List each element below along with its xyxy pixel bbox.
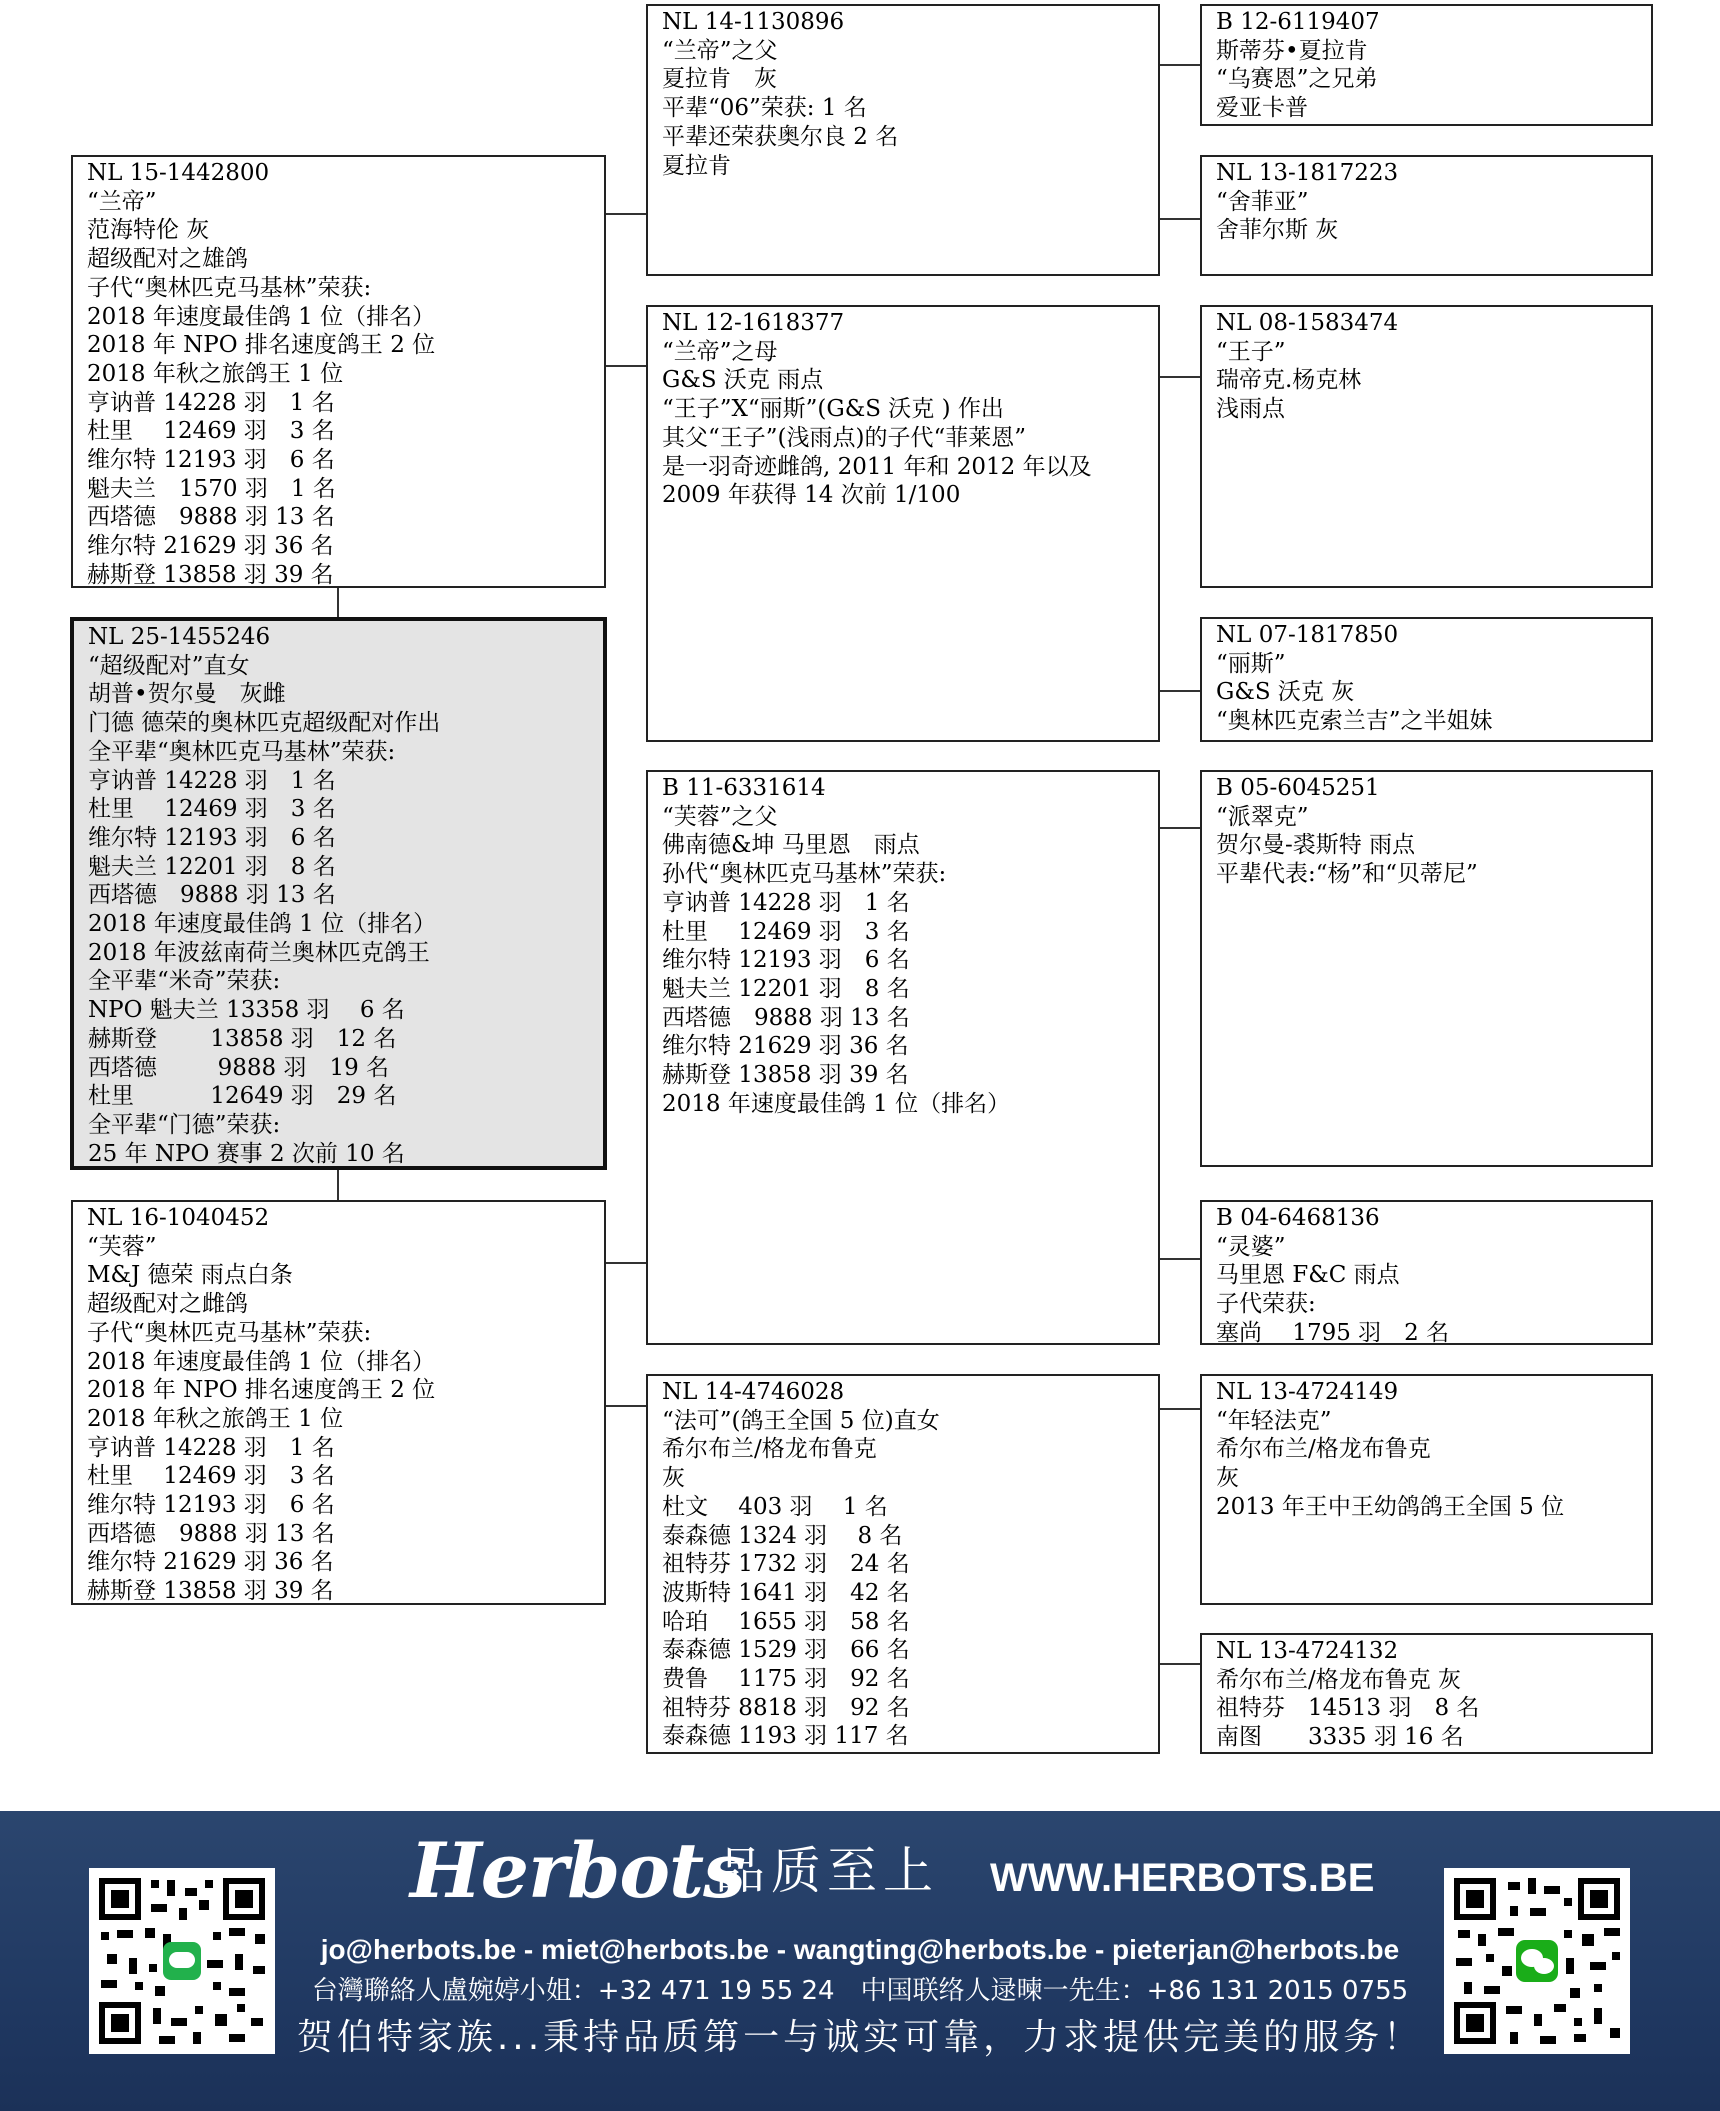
ring-number: NL 14-4746028 bbox=[662, 1379, 845, 1405]
pedigree-line: 2018 年 NPO 排名速度鸽王 2 位 bbox=[87, 332, 436, 359]
pedigree-line: 维尔特 21629 羽 36 名 bbox=[87, 533, 334, 560]
pedigree-line: 平辈代表:“杨”和“贝蒂尼” bbox=[1216, 861, 1478, 888]
pedigree-line: 2018 年速度最佳鸽 1 位（排名） bbox=[662, 1090, 1011, 1117]
pedigree-line: 灰 bbox=[1216, 1465, 1239, 1492]
pedigree-line: “芙蓉” bbox=[87, 1233, 157, 1260]
connector-sd-g3 bbox=[1159, 376, 1201, 378]
pedigree-line: 2018 年秋之旅鸽王 1 位 bbox=[87, 1405, 344, 1432]
pedigree-line: “兰帝” bbox=[87, 188, 157, 215]
pedigree-line: 子代荣获: bbox=[1216, 1291, 1316, 1318]
pedigree-line: G&S 沃克 雨点 bbox=[662, 367, 824, 394]
gp-card-2 bbox=[1200, 155, 1653, 276]
pedigree-line: 2013 年王中王幼鸽鸽王全国 5 位 bbox=[1216, 1493, 1565, 1520]
pedigree-line: “法可”(鸽王全国 5 位)直女 bbox=[662, 1407, 940, 1434]
pedigree-line: 爱亚卡普 bbox=[1216, 95, 1308, 122]
ring-number: NL 15-1442800 bbox=[87, 160, 270, 186]
pedigree-line: 西塔德 9888 羽 13 名 bbox=[662, 1004, 910, 1031]
pedigree-line: “丽斯” bbox=[1216, 650, 1286, 677]
pedigree-line: 费鲁 1175 羽 92 名 bbox=[662, 1666, 910, 1693]
pedigree-line: 塞尚 1795 羽 2 名 bbox=[1216, 1319, 1450, 1345]
ring-number: NL 07-1817850 bbox=[1216, 622, 1399, 648]
pedigree-line: 亨讷普 14228 羽 1 名 bbox=[662, 889, 910, 916]
connector-dd-g7 bbox=[1159, 1408, 1201, 1410]
gp-card-5 bbox=[1200, 770, 1653, 1167]
connector-ss-g2 bbox=[1159, 218, 1201, 220]
pedigree-line: “派翠克” bbox=[1216, 803, 1309, 830]
dam-dam-card bbox=[646, 1374, 1160, 1754]
sire-sire-card bbox=[646, 4, 1160, 276]
pedigree-line: 赫斯登 13858 羽 39 名 bbox=[662, 1062, 909, 1089]
pedigree-line: 佛南德&坤 马里恩 雨点 bbox=[662, 832, 920, 859]
pedigree-line: 维尔特 12193 羽 6 名 bbox=[662, 947, 910, 974]
pedigree-line: 南图 3335 羽 16 名 bbox=[1216, 1724, 1464, 1751]
pedigree-line: “超级配对”直女 bbox=[88, 652, 250, 679]
pedigree-line: 维尔特 12193 羽 6 名 bbox=[88, 824, 336, 851]
contact-info: 台灣聯絡人盧婉婷小姐：+32 471 19 55 24 中国联络人逯暕一先生：+86 131 2015 0755 bbox=[311, 1976, 1409, 2006]
motto-text: 贺伯特家族...秉持品质第一与诚实可靠，力求提供完美的服务！ bbox=[296, 2017, 1424, 2058]
pedigree-line: 哈珀 1655 羽 58 名 bbox=[662, 1608, 910, 1635]
pedigree-line: 灰 bbox=[662, 1465, 685, 1492]
pedigree-line: 魁夫兰 12201 羽 8 名 bbox=[662, 975, 910, 1002]
ring-number: B 12-6119407 bbox=[1216, 9, 1380, 35]
pedigree-line: 2018 年速度最佳鸽 1 位（排名） bbox=[87, 1348, 436, 1375]
qr-graphic-right bbox=[1444, 1868, 1630, 2054]
wechat-qr-code[interactable] bbox=[1444, 1868, 1630, 2054]
dam-card bbox=[71, 1200, 606, 1605]
pedigree-line: 赫斯登 13858 羽 39 名 bbox=[87, 561, 334, 588]
subject-card bbox=[70, 617, 607, 1170]
pedigree-line: 瑞帝克.杨克林 bbox=[1216, 367, 1362, 394]
pedigree-line: 贺尔曼-裘斯特 雨点 bbox=[1216, 832, 1416, 859]
gp-card-1 bbox=[1200, 4, 1653, 126]
pedigree-line: 杜里 12469 羽 3 名 bbox=[87, 1463, 335, 1490]
pedigree-line: 斯蒂芬•夏拉肯 bbox=[1216, 37, 1368, 64]
pedigree-line: 亨讷普 14228 羽 1 名 bbox=[87, 389, 335, 416]
gp-card-7 bbox=[1200, 1374, 1653, 1605]
pedigree-line: 亨讷普 14228 羽 1 名 bbox=[87, 1434, 335, 1461]
pedigree-line: 夏拉肯 灰 bbox=[662, 66, 777, 93]
pedigree-line: 是一羽奇迹雌鸽, 2011 年和 2012 年以及 bbox=[662, 453, 1092, 480]
ring-number: NL 14-1130896 bbox=[662, 9, 845, 35]
pedigree-line: “王子”X“丽斯”(G&S 沃克 ) 作出 bbox=[662, 396, 1004, 423]
pedigree-line: G&S 沃克 灰 bbox=[1216, 679, 1355, 706]
connector-subject-sire bbox=[337, 587, 339, 619]
pedigree-line: 西塔德 9888 羽 13 名 bbox=[87, 504, 335, 531]
pedigree-line: 祖特芬 14513 羽 8 名 bbox=[1216, 1695, 1480, 1722]
ring-number: NL 25-1455246 bbox=[88, 624, 271, 650]
pedigree-line: 泰森德 1529 羽 66 名 bbox=[662, 1637, 910, 1664]
pedigree-line: 2018 年速度最佳鸽 1 位（排名） bbox=[87, 303, 436, 330]
pedigree-line: 维尔特 21629 羽 36 名 bbox=[87, 1549, 334, 1576]
pedigree-line: “年轻法克” bbox=[1216, 1407, 1332, 1434]
pedigree-line: “王子” bbox=[1216, 338, 1286, 365]
ring-number: NL 13-4724149 bbox=[1216, 1379, 1399, 1405]
pedigree-line: 杜里 12469 羽 3 名 bbox=[662, 918, 910, 945]
connector-subject-dam bbox=[337, 1169, 339, 1201]
connector-sire-ss bbox=[605, 213, 647, 215]
pedigree-line: 杜里 12469 羽 3 名 bbox=[88, 796, 336, 823]
ring-number: NL 13-1817223 bbox=[1216, 160, 1399, 186]
pedigree-line: 全平辈“门德”荣获: bbox=[88, 1111, 281, 1138]
pedigree-line: 杜里 12469 羽 3 名 bbox=[87, 418, 335, 445]
pedigree-line: 孙代“奥林匹克马基林”荣获: bbox=[662, 861, 947, 888]
connector-sire-sd bbox=[605, 365, 647, 367]
pedigree-line: 泰森德 1193 羽 117 名 bbox=[662, 1723, 909, 1750]
ring-number: B 11-6331614 bbox=[662, 775, 826, 801]
pedigree-line: 维尔特 12193 羽 6 名 bbox=[87, 1492, 335, 1519]
pedigree-line: 2018 年速度最佳鸽 1 位（排名） bbox=[88, 911, 437, 938]
gp-card-3 bbox=[1200, 305, 1653, 588]
pedigree-line: 2018 年 NPO 排名速度鸽王 2 位 bbox=[87, 1377, 436, 1404]
pedigree-line: 赫斯登 13858 羽 39 名 bbox=[87, 1578, 334, 1605]
pedigree-line: “奥林匹克索兰吉”之半姐妹 bbox=[1216, 708, 1493, 735]
pedigree-line: 2018 年秋之旅鸽王 1 位 bbox=[87, 360, 344, 387]
pedigree-line: 魁夫兰 12201 羽 8 名 bbox=[88, 853, 336, 880]
connector-ds-g5 bbox=[1159, 827, 1201, 829]
pedigree-line: “兰帝”之父 bbox=[662, 37, 778, 64]
pedigree-line: 25 年 NPO 赛事 2 次前 10 名 bbox=[88, 1140, 405, 1167]
pedigree-line: 2018 年波兹南荷兰奥林匹克鸽王 bbox=[88, 939, 430, 966]
connector-dd-g8 bbox=[1159, 1663, 1201, 1665]
pedigree-line: 泰森德 1324 羽 8 名 bbox=[662, 1522, 903, 1549]
pedigree-line: 赫斯登 13858 羽 12 名 bbox=[88, 1025, 397, 1052]
pedigree-line: 西塔德 9888 羽 13 名 bbox=[88, 882, 336, 909]
pedigree-line: 夏拉肯 bbox=[662, 152, 731, 179]
pedigree-line: 子代“奥林匹克马基林”荣获: bbox=[87, 274, 372, 301]
pedigree-line: 祖特芬 8818 羽 92 名 bbox=[662, 1694, 910, 1721]
pedigree-line: 超级配对之雄鸽 bbox=[87, 246, 248, 273]
ring-number: NL 16-1040452 bbox=[87, 1205, 270, 1231]
pedigree-line: 舍菲尔斯 灰 bbox=[1216, 217, 1339, 244]
connector-ds-g6 bbox=[1159, 1258, 1201, 1260]
footer-banner bbox=[0, 1811, 1720, 2111]
pedigree-line: 2009 年获得 14 次前 1/100 bbox=[662, 482, 961, 509]
pedigree-line: 亨讷普 14228 羽 1 名 bbox=[88, 767, 336, 794]
gp-card-8 bbox=[1200, 1633, 1653, 1754]
pedigree-line: 胡普•贺尔曼 灰雌 bbox=[88, 681, 286, 708]
dam-sire-card bbox=[646, 770, 1160, 1345]
pedigree-line: 希尔布兰/格龙布鲁克 bbox=[662, 1436, 877, 1463]
ring-number: B 05-6045251 bbox=[1216, 775, 1380, 801]
gp-card-4 bbox=[1200, 617, 1653, 742]
pedigree-line: 维尔特 21629 羽 36 名 bbox=[662, 1033, 909, 1060]
connector-dam-dd bbox=[605, 1405, 647, 1407]
pedigree-line: 祖特芬 1732 羽 24 名 bbox=[662, 1551, 910, 1578]
pedigree-line: “芙蓉”之父 bbox=[662, 803, 778, 830]
pedigree-line: 平辈“06”荣获: 1 名 bbox=[662, 95, 867, 122]
pedigree-line: 魁夫兰 1570 羽 1 名 bbox=[87, 475, 336, 502]
pedigree-line: NPO 魁夫兰 13358 羽 6 名 bbox=[88, 997, 405, 1024]
connector-ss-g1 bbox=[1159, 64, 1201, 66]
pedigree-line: 超级配对之雌鸽 bbox=[87, 1291, 248, 1318]
pedigree-line: 范海特伦 灰 bbox=[87, 217, 210, 244]
pedigree-line: “舍菲亚” bbox=[1216, 188, 1309, 215]
email-links[interactable]: jo@herbots.be - miet@herbots.be - wangting@herbots.be - pieterjan@herbots.be bbox=[320, 1934, 1400, 1965]
gp-card-6 bbox=[1200, 1200, 1653, 1345]
pedigree-line: 西塔德 9888 羽 19 名 bbox=[88, 1054, 390, 1081]
slogan-text: 品质至上 bbox=[715, 1842, 939, 1900]
sire-dam-card bbox=[646, 305, 1160, 742]
pedigree-line: 平辈还荣获奥尔良 2 名 bbox=[662, 123, 899, 150]
ring-number: B 04-6468136 bbox=[1216, 1205, 1380, 1231]
pedigree-line: 浅雨点 bbox=[1216, 396, 1285, 423]
pedigree-line: 维尔特 12193 羽 6 名 bbox=[87, 447, 335, 474]
ring-number: NL 08-1583474 bbox=[1216, 310, 1399, 336]
pedigree-line: 马里恩 F&C 雨点 bbox=[1216, 1262, 1400, 1289]
pedigree-line: 波斯特 1641 羽 42 名 bbox=[662, 1579, 910, 1606]
pedigree-line: 全平辈“奥林匹克马基林”荣获: bbox=[88, 738, 396, 765]
pedigree-line: 其父“王子”(浅雨点)的子代“菲莱恩” bbox=[662, 424, 1026, 451]
ring-number: NL 13-4724132 bbox=[1216, 1638, 1399, 1664]
connector-dam-ds bbox=[605, 1262, 647, 1264]
pedigree-line: 希尔布兰/格龙布鲁克 bbox=[1216, 1436, 1431, 1463]
website-link[interactable]: WWW.HERBOTS.BE bbox=[990, 1856, 1375, 1900]
pedigree-line: “乌赛恩”之兄弟 bbox=[1216, 66, 1378, 93]
pedigree-line: 杜里 12649 羽 29 名 bbox=[88, 1083, 397, 1110]
pedigree-line: 西塔德 9888 羽 13 名 bbox=[87, 1520, 335, 1547]
herbots-logo: Herbots bbox=[410, 1826, 745, 1915]
pedigree-line: 希尔布兰/格龙布鲁克 灰 bbox=[1216, 1666, 1462, 1693]
pedigree-line: “灵婆” bbox=[1216, 1233, 1286, 1260]
sire-card bbox=[71, 155, 606, 588]
ring-number: NL 12-1618377 bbox=[662, 310, 845, 336]
pedigree-line: 杜文 403 羽 1 名 bbox=[662, 1493, 888, 1520]
pedigree-line: 子代“奥林匹克马基林”荣获: bbox=[87, 1319, 372, 1346]
pedigree-line: 门德 德荣的奥林匹克超级配对作出 bbox=[88, 710, 441, 737]
connector-sd-g4 bbox=[1159, 690, 1201, 692]
pedigree-line: “兰帝”之母 bbox=[662, 338, 778, 365]
pedigree-line: M&J 德荣 雨点白条 bbox=[87, 1262, 293, 1289]
pedigree-line: 全平辈“米奇”荣获: bbox=[88, 968, 281, 995]
